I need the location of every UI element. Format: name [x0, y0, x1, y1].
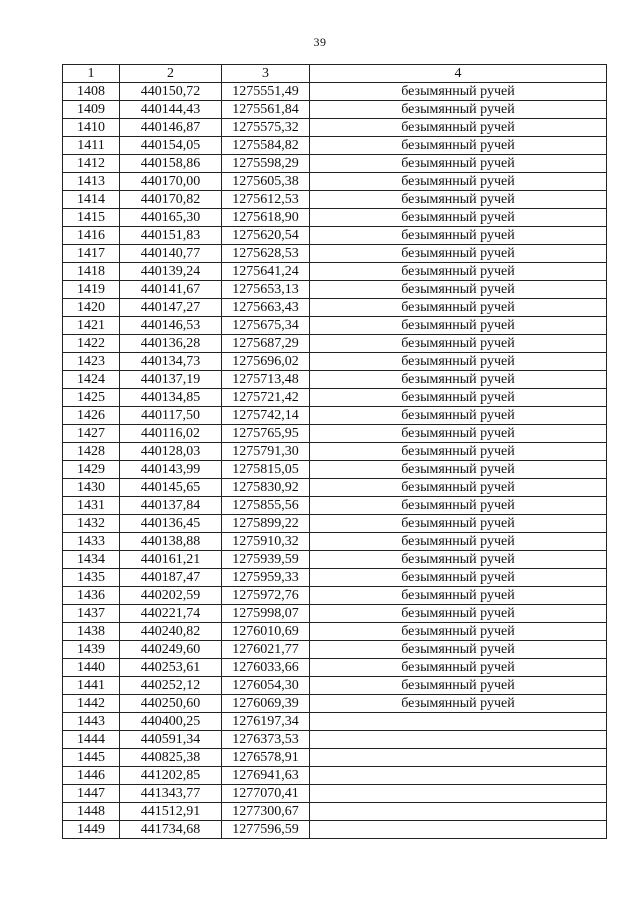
- point-number-cell: 1444: [63, 731, 120, 749]
- table-row: [63, 389, 607, 407]
- table-row: [63, 209, 607, 227]
- point-number-cell: 1430: [63, 479, 120, 497]
- table-row: [63, 317, 607, 335]
- x-coordinate-cell: 440136,28: [120, 335, 222, 353]
- x-coordinate-cell: 440253,61: [120, 659, 222, 677]
- y-coordinate-cell: 1275939,59: [222, 551, 310, 569]
- description-cell: безымянный ручей: [310, 353, 607, 371]
- description-cell: безымянный ручей: [310, 335, 607, 353]
- point-number-cell: 1426: [63, 407, 120, 425]
- y-coordinate-cell: 1277596,59: [222, 821, 310, 839]
- y-coordinate-cell: 1275687,29: [222, 335, 310, 353]
- y-coordinate-cell: 1275959,33: [222, 569, 310, 587]
- point-number-cell: 1445: [63, 749, 120, 767]
- point-number-cell: 1442: [63, 695, 120, 713]
- y-coordinate-cell: 1275815,05: [222, 461, 310, 479]
- y-coordinate-cell: 1277070,41: [222, 785, 310, 803]
- table-row: [63, 587, 607, 605]
- y-coordinate-cell: 1275641,24: [222, 263, 310, 281]
- x-coordinate-cell: 440134,73: [120, 353, 222, 371]
- table-row: [63, 641, 607, 659]
- description-cell: [310, 785, 607, 803]
- point-number-cell: 1413: [63, 173, 120, 191]
- y-coordinate-cell: 1275618,90: [222, 209, 310, 227]
- table-row: [63, 173, 607, 191]
- description-cell: [310, 713, 607, 731]
- y-coordinate-cell: 1276197,34: [222, 713, 310, 731]
- point-number-cell: 1443: [63, 713, 120, 731]
- description-cell: безымянный ручей: [310, 623, 607, 641]
- y-coordinate-cell: 1276010,69: [222, 623, 310, 641]
- table-row: [63, 371, 607, 389]
- description-cell: безымянный ручей: [310, 317, 607, 335]
- y-coordinate-cell: 1275663,43: [222, 299, 310, 317]
- x-coordinate-cell: 440825,38: [120, 749, 222, 767]
- description-cell: безымянный ручей: [310, 695, 607, 713]
- description-cell: безымянный ручей: [310, 569, 607, 587]
- point-number-cell: 1418: [63, 263, 120, 281]
- y-coordinate-cell: 1275713,48: [222, 371, 310, 389]
- table-row: [63, 749, 607, 767]
- table-row: [63, 83, 607, 101]
- table-row: [63, 299, 607, 317]
- y-coordinate-cell: 1275721,42: [222, 389, 310, 407]
- x-coordinate-cell: 440150,72: [120, 83, 222, 101]
- description-cell: безымянный ручей: [310, 533, 607, 551]
- point-number-cell: 1421: [63, 317, 120, 335]
- description-cell: безымянный ручей: [310, 587, 607, 605]
- table-row: [63, 461, 607, 479]
- x-coordinate-cell: 440137,84: [120, 497, 222, 515]
- description-cell: безымянный ручей: [310, 605, 607, 623]
- description-cell: [310, 731, 607, 749]
- table-row: [63, 713, 607, 731]
- table-row: [63, 227, 607, 245]
- header-col-4: 4: [310, 65, 607, 83]
- description-cell: безымянный ручей: [310, 497, 607, 515]
- point-number-cell: 1427: [63, 425, 120, 443]
- y-coordinate-cell: 1276069,39: [222, 695, 310, 713]
- x-coordinate-cell: 440138,88: [120, 533, 222, 551]
- point-number-cell: 1436: [63, 587, 120, 605]
- table-row: [63, 569, 607, 587]
- description-cell: безымянный ручей: [310, 245, 607, 263]
- x-coordinate-cell: 441512,91: [120, 803, 222, 821]
- x-coordinate-cell: 440250,60: [120, 695, 222, 713]
- point-number-cell: 1439: [63, 641, 120, 659]
- description-cell: безымянный ручей: [310, 461, 607, 479]
- table-row: [63, 515, 607, 533]
- point-number-cell: 1414: [63, 191, 120, 209]
- description-cell: безымянный ручей: [310, 479, 607, 497]
- y-coordinate-cell: 1275998,07: [222, 605, 310, 623]
- y-coordinate-cell: 1275972,76: [222, 587, 310, 605]
- point-number-cell: 1434: [63, 551, 120, 569]
- table-row: [63, 533, 607, 551]
- x-coordinate-cell: 440116,02: [120, 425, 222, 443]
- table-row: [63, 119, 607, 137]
- point-number-cell: 1441: [63, 677, 120, 695]
- table-row: [63, 785, 607, 803]
- description-cell: безымянный ручей: [310, 641, 607, 659]
- point-number-cell: 1435: [63, 569, 120, 587]
- x-coordinate-cell: 441202,85: [120, 767, 222, 785]
- description-cell: безымянный ручей: [310, 83, 607, 101]
- point-number-cell: 1412: [63, 155, 120, 173]
- point-number-cell: 1428: [63, 443, 120, 461]
- point-number-cell: 1409: [63, 101, 120, 119]
- y-coordinate-cell: 1275899,22: [222, 515, 310, 533]
- point-number-cell: 1440: [63, 659, 120, 677]
- point-number-cell: 1424: [63, 371, 120, 389]
- y-coordinate-cell: 1275653,13: [222, 281, 310, 299]
- table-row: [63, 407, 607, 425]
- y-coordinate-cell: 1275910,32: [222, 533, 310, 551]
- point-number-cell: 1433: [63, 533, 120, 551]
- point-number-cell: 1425: [63, 389, 120, 407]
- table-row: [63, 659, 607, 677]
- x-coordinate-cell: 440128,03: [120, 443, 222, 461]
- y-coordinate-cell: 1275765,95: [222, 425, 310, 443]
- x-coordinate-cell: 441343,77: [120, 785, 222, 803]
- description-cell: безымянный ручей: [310, 407, 607, 425]
- x-coordinate-cell: 441734,68: [120, 821, 222, 839]
- x-coordinate-cell: 440146,87: [120, 119, 222, 137]
- x-coordinate-cell: 440252,12: [120, 677, 222, 695]
- y-coordinate-cell: 1276373,53: [222, 731, 310, 749]
- header-col-2: 2: [120, 65, 222, 83]
- y-coordinate-cell: 1275551,49: [222, 83, 310, 101]
- y-coordinate-cell: 1275612,53: [222, 191, 310, 209]
- x-coordinate-cell: 440400,25: [120, 713, 222, 731]
- x-coordinate-cell: 440134,85: [120, 389, 222, 407]
- table-row: [63, 605, 607, 623]
- table-row: [63, 551, 607, 569]
- point-number-cell: 1410: [63, 119, 120, 137]
- x-coordinate-cell: 440187,47: [120, 569, 222, 587]
- description-cell: безымянный ручей: [310, 191, 607, 209]
- description-cell: безымянный ручей: [310, 389, 607, 407]
- y-coordinate-cell: 1275675,34: [222, 317, 310, 335]
- y-coordinate-cell: 1275598,29: [222, 155, 310, 173]
- table-row: [63, 263, 607, 281]
- y-coordinate-cell: 1275855,56: [222, 497, 310, 515]
- point-number-cell: 1415: [63, 209, 120, 227]
- point-number-cell: 1438: [63, 623, 120, 641]
- description-cell: безымянный ручей: [310, 155, 607, 173]
- x-coordinate-cell: 440145,65: [120, 479, 222, 497]
- description-cell: безымянный ручей: [310, 515, 607, 533]
- point-number-cell: 1420: [63, 299, 120, 317]
- table-row: [63, 767, 607, 785]
- y-coordinate-cell: 1275575,32: [222, 119, 310, 137]
- point-number-cell: 1448: [63, 803, 120, 821]
- table-body: [63, 83, 607, 839]
- description-cell: безымянный ручей: [310, 299, 607, 317]
- coordinates-table: [62, 64, 607, 839]
- table-row: [63, 155, 607, 173]
- x-coordinate-cell: 440143,99: [120, 461, 222, 479]
- point-number-cell: 1449: [63, 821, 120, 839]
- description-cell: безымянный ручей: [310, 443, 607, 461]
- y-coordinate-cell: 1276021,77: [222, 641, 310, 659]
- x-coordinate-cell: 440202,59: [120, 587, 222, 605]
- table-row: [63, 479, 607, 497]
- x-coordinate-cell: 440141,67: [120, 281, 222, 299]
- y-coordinate-cell: 1275791,30: [222, 443, 310, 461]
- table-row: [63, 497, 607, 515]
- x-coordinate-cell: 440154,05: [120, 137, 222, 155]
- y-coordinate-cell: 1275561,84: [222, 101, 310, 119]
- description-cell: безымянный ручей: [310, 209, 607, 227]
- point-number-cell: 1417: [63, 245, 120, 263]
- y-coordinate-cell: 1275584,82: [222, 137, 310, 155]
- x-coordinate-cell: 440221,74: [120, 605, 222, 623]
- point-number-cell: 1422: [63, 335, 120, 353]
- y-coordinate-cell: 1275742,14: [222, 407, 310, 425]
- y-coordinate-cell: 1277300,67: [222, 803, 310, 821]
- description-cell: [310, 767, 607, 785]
- description-cell: безымянный ручей: [310, 677, 607, 695]
- description-cell: [310, 821, 607, 839]
- x-coordinate-cell: 440147,27: [120, 299, 222, 317]
- table-row: [63, 353, 607, 371]
- table-row: [63, 623, 607, 641]
- description-cell: безымянный ручей: [310, 425, 607, 443]
- x-coordinate-cell: 440136,45: [120, 515, 222, 533]
- y-coordinate-cell: 1275628,53: [222, 245, 310, 263]
- x-coordinate-cell: 440240,82: [120, 623, 222, 641]
- point-number-cell: 1431: [63, 497, 120, 515]
- point-number-cell: 1416: [63, 227, 120, 245]
- description-cell: безымянный ручей: [310, 263, 607, 281]
- table-header-row: [63, 65, 607, 83]
- description-cell: безымянный ручей: [310, 227, 607, 245]
- header-col-1: 1: [63, 65, 120, 83]
- table-row: [63, 137, 607, 155]
- x-coordinate-cell: 440140,77: [120, 245, 222, 263]
- x-coordinate-cell: 440170,82: [120, 191, 222, 209]
- point-number-cell: 1447: [63, 785, 120, 803]
- description-cell: безымянный ручей: [310, 551, 607, 569]
- y-coordinate-cell: 1276033,66: [222, 659, 310, 677]
- table-row: [63, 101, 607, 119]
- x-coordinate-cell: 440139,24: [120, 263, 222, 281]
- x-coordinate-cell: 440144,43: [120, 101, 222, 119]
- x-coordinate-cell: 440170,00: [120, 173, 222, 191]
- point-number-cell: 1408: [63, 83, 120, 101]
- description-cell: безымянный ручей: [310, 281, 607, 299]
- point-number-cell: 1411: [63, 137, 120, 155]
- header-col-3: 3: [222, 65, 310, 83]
- x-coordinate-cell: 440158,86: [120, 155, 222, 173]
- point-number-cell: 1423: [63, 353, 120, 371]
- description-cell: [310, 803, 607, 821]
- table-row: [63, 245, 607, 263]
- description-cell: безымянный ручей: [310, 119, 607, 137]
- y-coordinate-cell: 1275605,38: [222, 173, 310, 191]
- description-cell: безымянный ручей: [310, 137, 607, 155]
- point-number-cell: 1432: [63, 515, 120, 533]
- table-row: [63, 443, 607, 461]
- page-number: 39: [313, 35, 327, 49]
- table-row: [63, 731, 607, 749]
- table-row: [63, 191, 607, 209]
- x-coordinate-cell: 440165,30: [120, 209, 222, 227]
- table-row: [63, 821, 607, 839]
- description-cell: безымянный ручей: [310, 173, 607, 191]
- description-cell: безымянный ручей: [310, 371, 607, 389]
- x-coordinate-cell: 440151,83: [120, 227, 222, 245]
- y-coordinate-cell: 1276941,63: [222, 767, 310, 785]
- table-row: [63, 695, 607, 713]
- description-cell: безымянный ручей: [310, 659, 607, 677]
- x-coordinate-cell: 440146,53: [120, 317, 222, 335]
- table-row: [63, 803, 607, 821]
- y-coordinate-cell: 1275830,92: [222, 479, 310, 497]
- y-coordinate-cell: 1275696,02: [222, 353, 310, 371]
- table-row: [63, 281, 607, 299]
- table-row: [63, 425, 607, 443]
- description-cell: [310, 749, 607, 767]
- y-coordinate-cell: 1276054,30: [222, 677, 310, 695]
- description-cell: безымянный ручей: [310, 101, 607, 119]
- table-row: [63, 335, 607, 353]
- x-coordinate-cell: 440137,19: [120, 371, 222, 389]
- table-row: [63, 677, 607, 695]
- x-coordinate-cell: 440117,50: [120, 407, 222, 425]
- y-coordinate-cell: 1276578,91: [222, 749, 310, 767]
- y-coordinate-cell: 1275620,54: [222, 227, 310, 245]
- point-number-cell: 1419: [63, 281, 120, 299]
- point-number-cell: 1429: [63, 461, 120, 479]
- x-coordinate-cell: 440249,60: [120, 641, 222, 659]
- point-number-cell: 1446: [63, 767, 120, 785]
- point-number-cell: 1437: [63, 605, 120, 623]
- x-coordinate-cell: 440161,21: [120, 551, 222, 569]
- x-coordinate-cell: 440591,34: [120, 731, 222, 749]
